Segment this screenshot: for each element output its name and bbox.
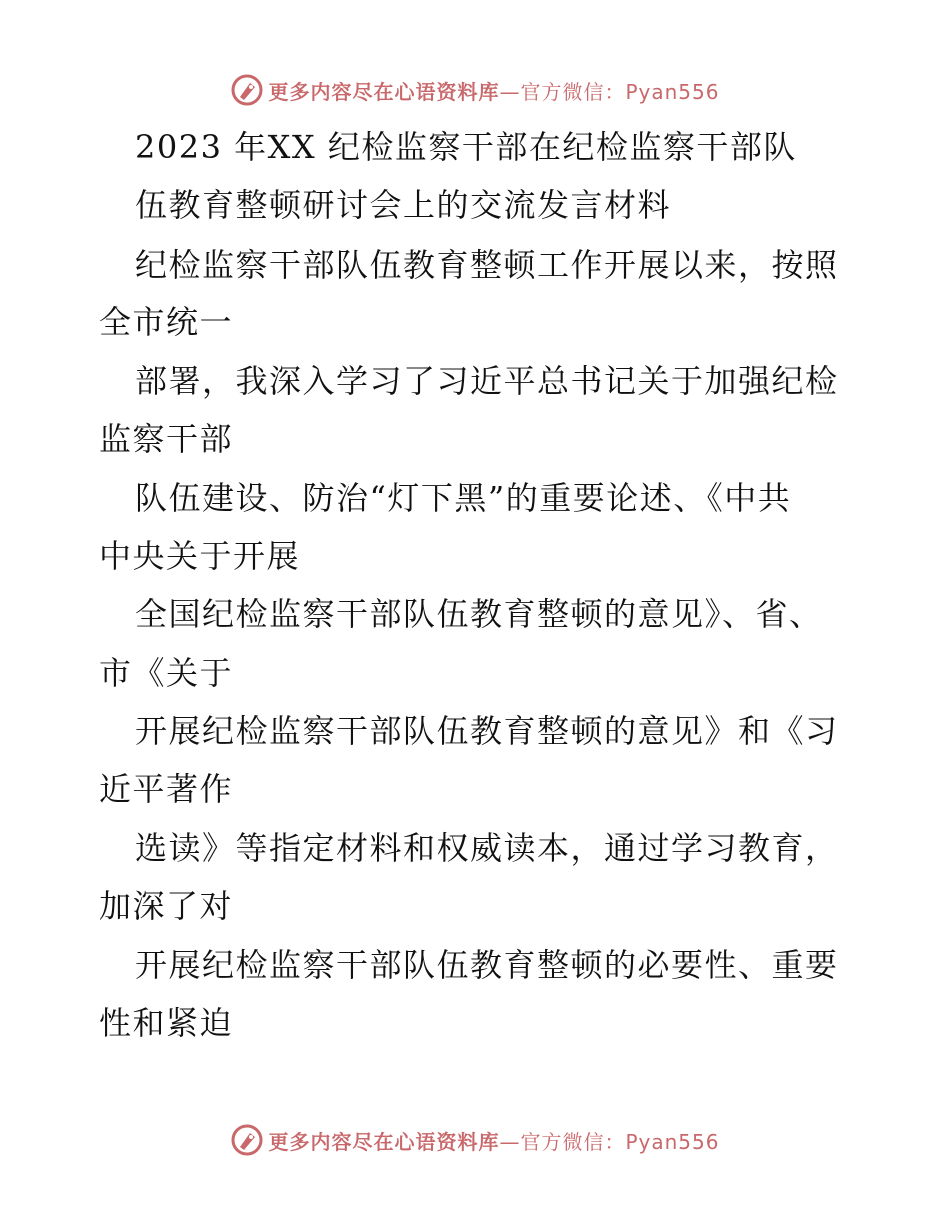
paragraph-line: 纪检监察干部队伍教育整顿工作开展以来，按照 (135, 246, 839, 284)
header-watermark (0, 70, 950, 110)
pen-nib-logo-icon (230, 73, 264, 107)
paragraph-line: 部署，我深入学习了习近平总书记关于加强纪检 (135, 362, 839, 400)
paragraph-line: 市《关于 (99, 654, 234, 692)
paragraph-line: 队伍建设、防治“灯下黑”的重要论述、《中共 (135, 479, 792, 517)
watermark-wechat: 官方微信：Pyan556 (520, 1129, 720, 1154)
watermark-brand: 更多内容尽在心语资料库 (268, 79, 500, 104)
title-line-1: 2023 年XX 纪检监察干部在纪检监察干部队 (135, 128, 797, 166)
watermark-wechat: 官方微信：Pyan556 (520, 79, 720, 104)
paragraph-line: 监察干部 (99, 420, 234, 458)
paragraph-line: 中央关于开展 (99, 537, 301, 575)
watermark-separator: — (499, 1129, 521, 1154)
watermark-brand: 更多内容尽在心语资料库 (268, 1129, 500, 1154)
paragraph-line: 开展纪检监察干部队伍教育整顿的必要性、重要 (135, 946, 839, 984)
paragraph-line: 开展纪检监察干部队伍教育整顿的意见》和《习 (135, 712, 839, 750)
watermark-text (268, 1126, 719, 1155)
paragraph-line: 性和紧迫 (99, 1004, 234, 1042)
paragraph-line: 加深了对 (99, 887, 234, 925)
footer-watermark (0, 1120, 950, 1160)
watermark-text (268, 76, 719, 105)
pen-nib-logo-icon (230, 1123, 264, 1157)
title-line-2: 伍教育整顿研讨会上的交流发言材料 (135, 186, 672, 224)
paragraph-line: 全国纪检监察干部队伍教育整顿的意见》、省、 (135, 595, 823, 633)
paragraph-line: 选读》等指定材料和权威读本，通过学习教育， (135, 829, 839, 867)
paragraph-line: 近平著作 (99, 770, 234, 808)
paragraph-line: 全市统一 (99, 303, 234, 341)
watermark-separator: — (499, 79, 521, 104)
